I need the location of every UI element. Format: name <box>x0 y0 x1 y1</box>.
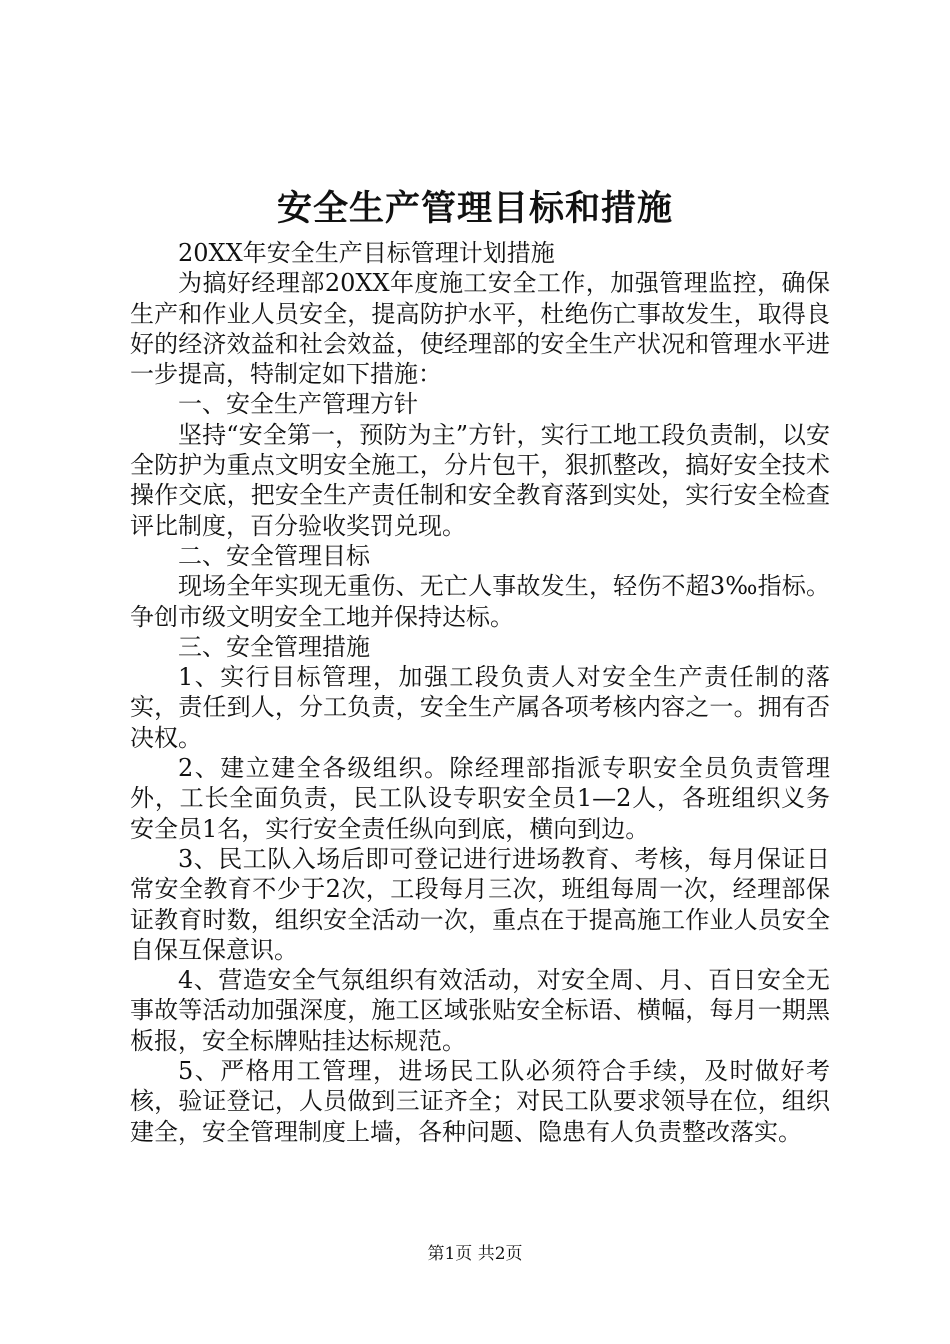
measure-item-1: 1、实行目标管理，加强工段负责人对安全生产责任制的落实，责任到人，分工负责，安全生产属各项考核内容之一。拥有否决权。 <box>130 663 830 752</box>
section-heading-measures: 三、安全管理措施 <box>178 632 370 661</box>
document-body <box>130 238 830 1147</box>
measure-item-2: 2、建立建全各级组织。除经理部指派专职安全员负责管理外，工长全面负责，民工队设专职安全员1—2人，各班组织义务安全员1名，实行安全责任纵向到底，横向到边。 <box>130 754 830 843</box>
measure-item-3: 3、民工队入场后即可登记进行进场教育、考核，每月保证日常安全教育不少于2次，工段每月三次，班组每周一次，经理部保证教育时数，组织安全活动一次，重点在于提高施工作业人员安全自保互保意识。 <box>130 844 830 964</box>
paragraph-intro: 为搞好经理部20XX年度施工安全工作，加强管理监控，确保生产和作业人员安全，提高防护水平，杜绝伤亡事故发生，取得良好的经济效益和社会效益，使经理部的安全生产状况和管理水平进一步提高，特制定如下措施： <box>130 269 830 389</box>
document-title: 安全生产管理目标和措施 <box>276 188 673 229</box>
section-heading-goals: 二、安全管理目标 <box>178 541 370 570</box>
paragraph-plan-heading: 20XX年安全生产目标管理计划措施 <box>178 239 555 267</box>
paragraph-goals: 现场全年实现无重伤、无亡人事故发生，轻伤不超3‰指标。争创市级文明安全工地并保持达标。 <box>130 572 830 631</box>
paragraph-policy: 坚持“安全第一，预防为主”方针，实行工地工段负责制，以安全防护为重点文明安全施工，分片包干，狠抓整改，搞好安全技术操作交底，把安全生产责任制和安全教育落到实处，实行安全检查评比制度，百分验收奖罚兑现。 <box>130 420 830 540</box>
measure-item-4: 4、营造安全气氛组织有效活动，对安全周、月、百日安全无事故等活动加强深度，施工区域张贴安全标语、横幅，每月一期黑板报，安全标牌贴挂达标规范。 <box>130 966 830 1055</box>
page-footer: 第1页 共2页 <box>427 1244 523 1264</box>
measure-item-5: 5、严格用工管理，进场民工队必须符合手续，及时做好考核，验证登记，人员做到三证齐全；对民工队要求领导在位，组织建全，安全管理制度上墙，各种问题、隐患有人负责整改落实。 <box>130 1057 830 1146</box>
section-heading-policy: 一、安全生产管理方针 <box>178 390 418 419</box>
